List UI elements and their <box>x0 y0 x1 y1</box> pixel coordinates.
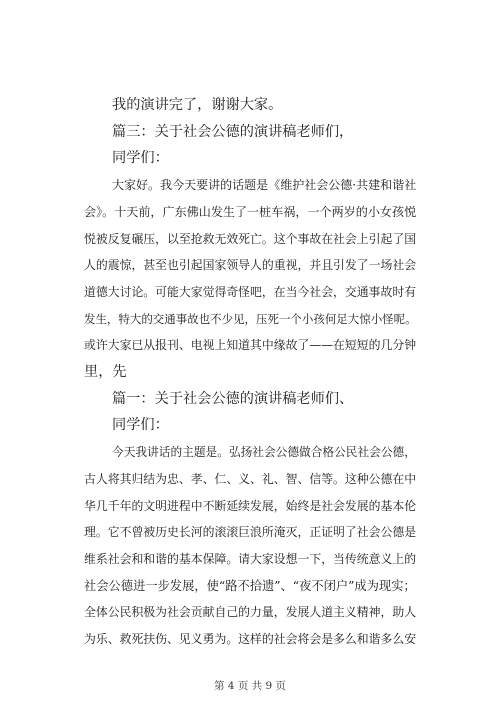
text-line: 或许大家已从报刊、电视上知道其中缘故了——在短短的几分钟 <box>84 338 417 353</box>
text-line: 全体公民积极为社会贡献自己的力量，发展人道主义精神，助人 <box>84 605 417 620</box>
text-line: 华几千年的文明进程中不断延续发展，始终是社会发展的基本伦 <box>84 498 417 513</box>
text-line: 我的演讲完了，谢谢大家。 <box>112 97 283 113</box>
text-line: 道德大讨论。可能大家觉得奇怪吧，在当今社会，交通事故时有 <box>84 284 417 299</box>
section-heading-3: 篇三：关于社会公德的演讲稿老师们， <box>112 123 354 140</box>
text-line: 悦被反复碾压，以至抢救无效死亡。这个事故在社会上引起了国 <box>84 231 417 246</box>
page-number-label: 第 4 页 共 9 页 <box>213 680 287 692</box>
page-footer <box>0 678 500 693</box>
salutation: 同学们： <box>112 417 169 434</box>
salutation: 同学们： <box>112 150 169 167</box>
text-line: 里，先 <box>84 364 127 381</box>
text-line: 发生，特大的交通事故也不少见，压死一个小孩何足大惊小怪呢。 <box>84 311 417 326</box>
document-body <box>84 92 416 653</box>
text-line: 古人将其归结为忠、孝、仁、义、礼、智、信等。这种公德在中 <box>84 471 417 486</box>
text-line: 会》。十天前，广东佛山发生了一桩车祸，一个两岁的小女孩悦 <box>84 204 417 219</box>
section-heading-1: 篇一：关于社会公德的演讲稿老师们、 <box>112 390 354 407</box>
text-line: 今天我讲话的主题是。弘扬社会公德做合格公民社会公德， <box>112 445 416 460</box>
text-line: 社会公德进一步发展，使“路不拾遗”、“夜不闭户”成为现实； <box>84 578 416 593</box>
text-line: 人的震惊，甚至也引起国家领导人的重视，并且引发了一场社会 <box>84 258 417 273</box>
text-line: 大家好。我今天要讲的话题是《维护社会公德·共建和谐社 <box>112 178 417 193</box>
text-line: 为乐、救死扶伤、见义勇为。这样的社会将会是多么和谐多么安 <box>84 632 417 647</box>
text-line: 理。它不曾被历史长河的滚滚巨浪所淹灭，正证明了社会公德是 <box>84 525 417 540</box>
text-line: 维系社会和和谐的基本保障。请大家设想一下，当传统意义上的 <box>84 551 417 566</box>
